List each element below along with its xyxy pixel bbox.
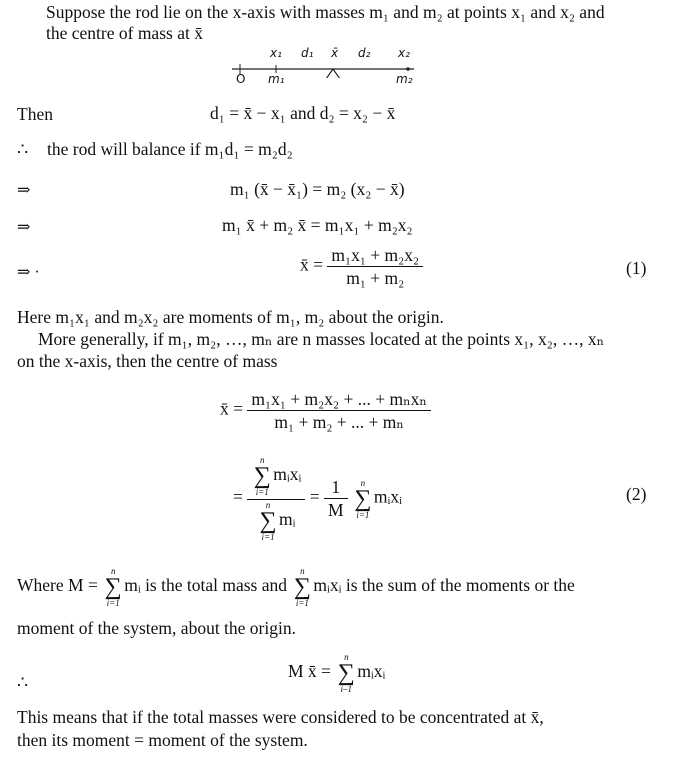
general-eq-sign: = — [233, 486, 243, 507]
diagram-m2-label: m₂ — [396, 72, 413, 86]
diagram-x2-label: x₂ — [398, 46, 410, 60]
sum-denominator: n ∑ i=1 mᵢ — [247, 500, 305, 542]
one-over-M: $\frac{1}{M}$ — [324, 476, 348, 521]
equation-number-1: (1) — [626, 258, 647, 278]
general-lhs: x̄ = — [220, 398, 243, 419]
here-line-3: on the x-axis, then the centre of mass — [17, 351, 278, 371]
implies-1: ⇒ — [17, 182, 31, 199]
intro-line-1: Suppose the rod lie on the x-axis with masses m₁ and m₂ at points x₁ and x₂ and — [46, 2, 605, 22]
balance-text: the rod will balance if m₁d₁ = m₂d₂ — [47, 139, 293, 159]
diagram-d2-label: d₂ — [358, 46, 371, 60]
sum-sign-icon: n ∑ i=1 — [293, 566, 311, 608]
sum-fraction — [247, 455, 305, 542]
sum-sign-icon: n ∑ i–1 — [337, 652, 355, 694]
general-numerator: m₁x₁ + m₂x₂ + ... + mₙxₙ — [247, 388, 431, 411]
general-sum-form — [233, 455, 402, 542]
step-1-equation: m₁ (x̄ − x̄₁) = m₂ (x₂ − x̄) — [230, 179, 405, 199]
rod-diagram — [228, 46, 428, 88]
general-rhs-sum: mᵢxᵢ — [373, 486, 402, 507]
then-equation: d₁ = x̄ − x₁ and d₂ = x₂ − x̄ — [210, 103, 396, 123]
step-3-numerator: m₁x₁ + m₂x₂ — [327, 244, 423, 267]
here-line-2: More generally, if m₁, m₂, …, mₙ are n masses located at the points x₁, x₂, …, xₙ — [38, 329, 605, 349]
sum-numerator: n ∑ i=1 mᵢxᵢ — [247, 455, 305, 500]
general-fraction — [247, 388, 431, 433]
implies-3: ⇒ · — [17, 264, 40, 281]
where-line-1: Where M = n ∑ i=1 mᵢ is the total mass and n ∑ i=1 mᵢxᵢ is the sum of the moments or the — [17, 566, 575, 608]
final-therefore: ∴ — [17, 672, 29, 692]
diagram-origin-label: O — [236, 72, 246, 86]
step-2-equation: m₁ x̄ + m₂ x̄ = m₁x₁ + m₂x₂ — [222, 215, 413, 235]
general-denominator: m₁ + m₂ + ... + mₙ — [274, 412, 404, 432]
final-line-1: This means that if the total masses were considered to be concentrated at x̄, — [17, 707, 544, 727]
final-line-2: then its moment = moment of the system. — [17, 730, 308, 750]
diagram-xbar-label: x̄ — [331, 46, 339, 60]
then-word: Then — [17, 104, 53, 124]
diagram-d1-label: d₁ — [301, 46, 314, 60]
final-equation: M x̄ = n ∑ i–1 mᵢxᵢ — [288, 652, 386, 694]
balance-therefore: ∴ — [17, 139, 29, 159]
fulcrum-icon — [326, 69, 340, 78]
sum-sign-icon: n ∑ i=1 — [259, 500, 277, 542]
general-eq-sign-2: = — [309, 486, 320, 507]
sum-sign-icon: n ∑ i=1 — [253, 455, 271, 497]
step-3-fraction — [327, 244, 423, 289]
diagram-x1-label: x₁ — [270, 46, 282, 60]
general-formula — [220, 388, 431, 433]
sum-sign-icon: n ∑ i=1 — [104, 566, 122, 608]
equation-number-2: (2) — [626, 484, 647, 504]
implies-2: ⇒ — [17, 219, 31, 236]
step-3-denominator: m₁ + m₂ — [346, 268, 405, 288]
sum-sign-icon: n ∑ i=1 — [354, 477, 372, 520]
diagram-m1-label: m₁ — [268, 72, 285, 86]
here-line-1: Here m₁x₁ and m₂x₂ are moments of m₁, m₂ about the origin. — [17, 307, 444, 327]
step-3-lhs: x̄ = — [300, 254, 323, 275]
where-line-2: moment of the system, about the origin. — [17, 618, 296, 638]
x2-point — [406, 67, 410, 71]
intro-line-2: the centre of mass at x̄ — [46, 23, 203, 43]
step-3-equation — [300, 244, 423, 289]
